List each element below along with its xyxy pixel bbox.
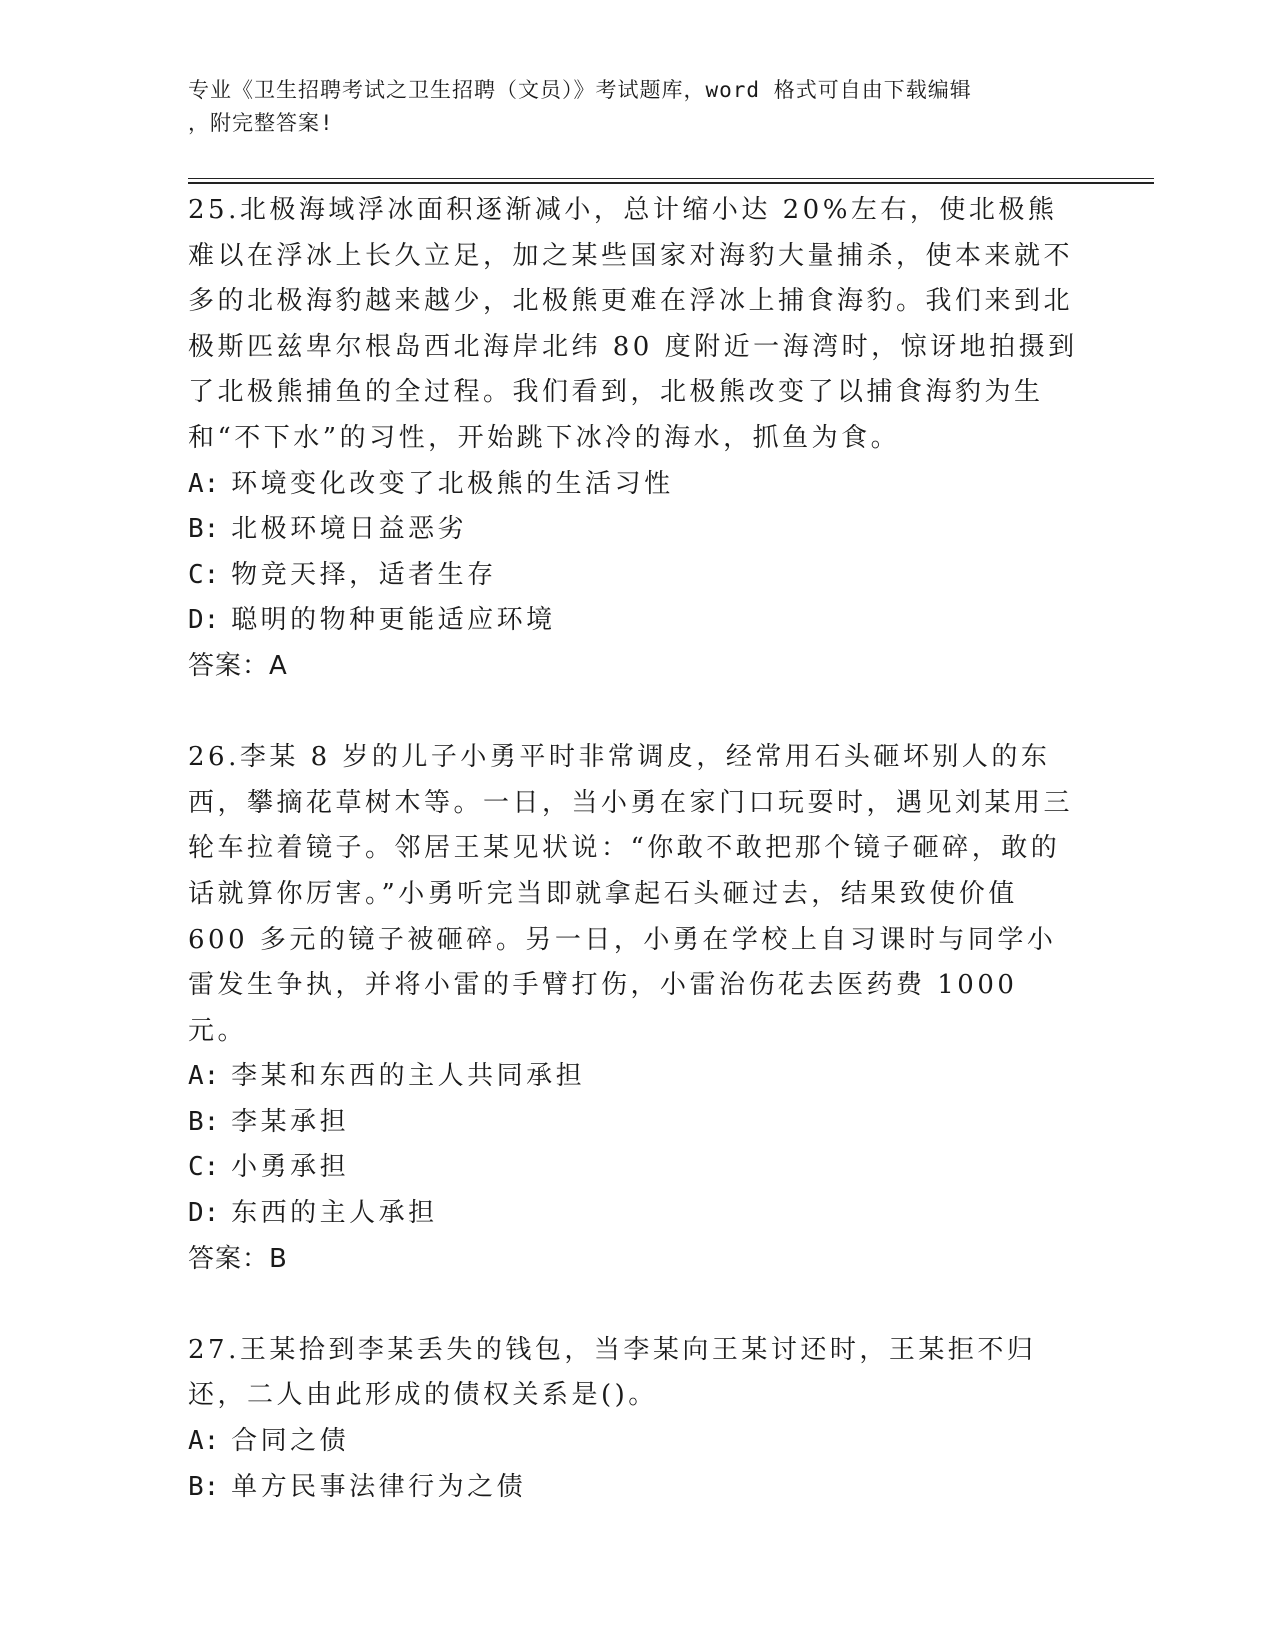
header-line-2: ，附完整答案! bbox=[188, 111, 334, 135]
option-letter: A: bbox=[188, 1426, 220, 1457]
option-text: 合同之债 bbox=[231, 1426, 350, 1457]
question-text: 26.李某 8 岁的儿子小勇平时非常调皮，经常用石头砸坏别人的东西，攀摘花草树木等。一日，当小勇在家门口玩耍时，遇见刘某用三轮车拉着镜子。邻居王某见状说：“你敢不敢把那个镜子砸碎，敢的话就算你厉害。”小勇听完当即就拿起石头砸过去，结果致使价值 600 多元的镜子被砸碎。另一日，小勇在学校上自习课时与同学小雷发生争执，并将小雷的手臂打伤，小雷治伤花去医药费 1000 元。 bbox=[188, 742, 1074, 1046]
question-25 bbox=[188, 188, 1088, 690]
option-b bbox=[188, 1465, 1088, 1511]
option-d bbox=[188, 1191, 1088, 1237]
option-text: 北极环境日益恶劣 bbox=[231, 514, 468, 545]
header-divider-thick bbox=[188, 182, 1154, 184]
option-text: 单方民事法律行为之债 bbox=[231, 1471, 527, 1502]
option-letter: A: bbox=[188, 1061, 220, 1092]
option-letter: A: bbox=[188, 468, 220, 499]
question-spacer bbox=[188, 1282, 1088, 1328]
option-text: 小勇承担 bbox=[231, 1152, 350, 1183]
question-spacer bbox=[188, 690, 1088, 736]
option-letter: D: bbox=[188, 605, 220, 636]
question-27 bbox=[188, 1328, 1088, 1510]
option-text: 李某承担 bbox=[231, 1106, 350, 1137]
option-text: 李某和东西的主人共同承担 bbox=[231, 1061, 586, 1092]
option-a bbox=[188, 1054, 1088, 1100]
option-text: 物竞天择，适者生存 bbox=[231, 559, 497, 590]
option-b bbox=[188, 1100, 1088, 1146]
question-list bbox=[188, 188, 1088, 1510]
option-letter: B: bbox=[188, 514, 220, 545]
answer-line: 答案：B bbox=[188, 1243, 288, 1274]
answer-line: 答案：A bbox=[188, 650, 288, 681]
option-a bbox=[188, 462, 1088, 508]
question-text: 27.王某拾到李某丢失的钱包，当李某向王某讨还时，王某拒不归还，二人由此形成的债权关系是()。 bbox=[188, 1334, 1037, 1411]
option-letter: C: bbox=[188, 1152, 220, 1183]
option-c bbox=[188, 553, 1088, 599]
option-letter: B: bbox=[188, 1471, 220, 1502]
option-a bbox=[188, 1419, 1088, 1465]
question-text: 25.北极海域浮冰面积逐渐减小，总计缩小达 20%左右，使北极熊难以在浮冰上长久立足，加之某些国家对海豹大量捕杀，使本来就不多的北极海豹越来越少，北极熊更难在浮冰上捕食海豹。我们来到北极斯匹兹卑尔根岛西北海岸北纬 80 度附近一海湾时，惊讶地拍摄到了北极熊捕鱼的全过程。我们看到，北极熊改变了以捕食海豹为生和“不下水”的习性，开始跳下冰冷的海水，抓鱼为食。 bbox=[188, 195, 1078, 453]
question-26 bbox=[188, 735, 1088, 1282]
header-divider-thin bbox=[188, 178, 1154, 179]
option-c bbox=[188, 1145, 1088, 1191]
header-line-1: 专业《卫生招聘考试之卫生招聘（文员）》考试题库，word 格式可自由下载编辑 bbox=[188, 78, 972, 102]
document-header bbox=[188, 74, 1078, 140]
option-letter: D: bbox=[188, 1198, 220, 1229]
option-text: 东西的主人承担 bbox=[231, 1198, 438, 1229]
option-text: 环境变化改变了北极熊的生活习性 bbox=[231, 468, 674, 499]
option-text: 聪明的物种更能适应环境 bbox=[231, 605, 556, 636]
option-d bbox=[188, 598, 1088, 644]
option-letter: C: bbox=[188, 559, 220, 590]
option-letter: B: bbox=[188, 1106, 220, 1137]
option-b bbox=[188, 507, 1088, 553]
